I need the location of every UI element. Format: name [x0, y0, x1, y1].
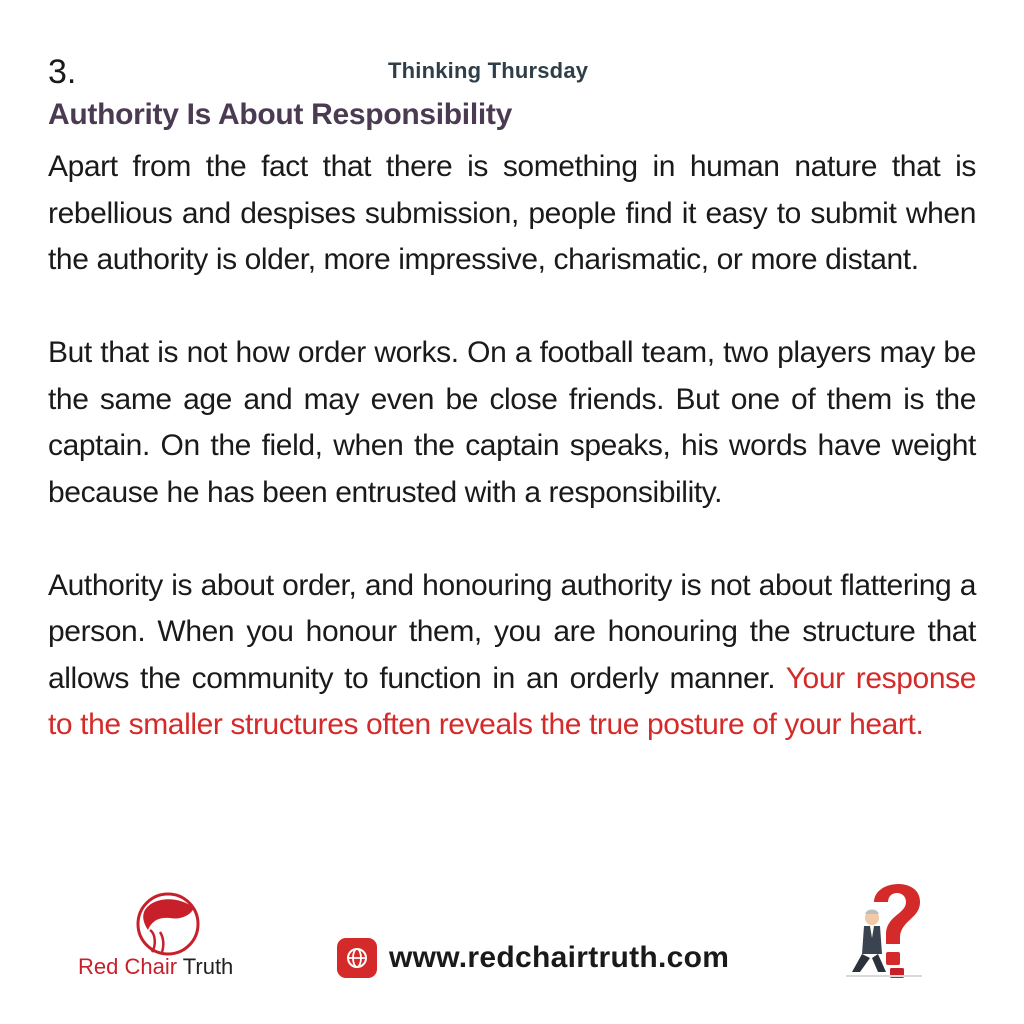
paragraph-3 — [48, 563, 976, 749]
series-title: Thinking Thursday — [388, 58, 589, 83]
brand-logo — [72, 890, 262, 980]
paragraph-1: Apart from the fact that there is something in human nature that is rebellious and despises submission, people find it easy to submit when the authority is older, more impressive, charismatic, or more distant. — [48, 150, 976, 276]
red-chair-icon — [130, 890, 206, 956]
highlight-text: Your response to the smaller structures often reveals the true posture of your heart. — [48, 661, 976, 741]
brand-name-red: Red Chair — [78, 954, 178, 979]
slide-number: 3. — [48, 53, 77, 91]
brand-name — [78, 954, 233, 980]
question-mark-person-icon — [842, 872, 932, 984]
body-text — [48, 144, 976, 749]
page-title: Authority Is About Responsibility — [48, 98, 512, 131]
website — [337, 938, 729, 978]
website-url[interactable]: www.redchairtruth.com — [389, 941, 730, 974]
globe-icon — [337, 938, 377, 978]
brand-name-rest: Truth — [182, 954, 234, 979]
paragraph-2: But that is not how order works. On a football team, two players may be the same age and may even be close friends. But one of them is the captain. On the field, when the captain speaks, his words have weight because he has been entrusted with a responsibility. — [48, 336, 976, 509]
paragraph-3-text: Authority is about order, and honouring authority is not about flattering a person. When you honour them, you are honouring the structure that allows the community to function in an orderly manner. — [48, 568, 976, 695]
